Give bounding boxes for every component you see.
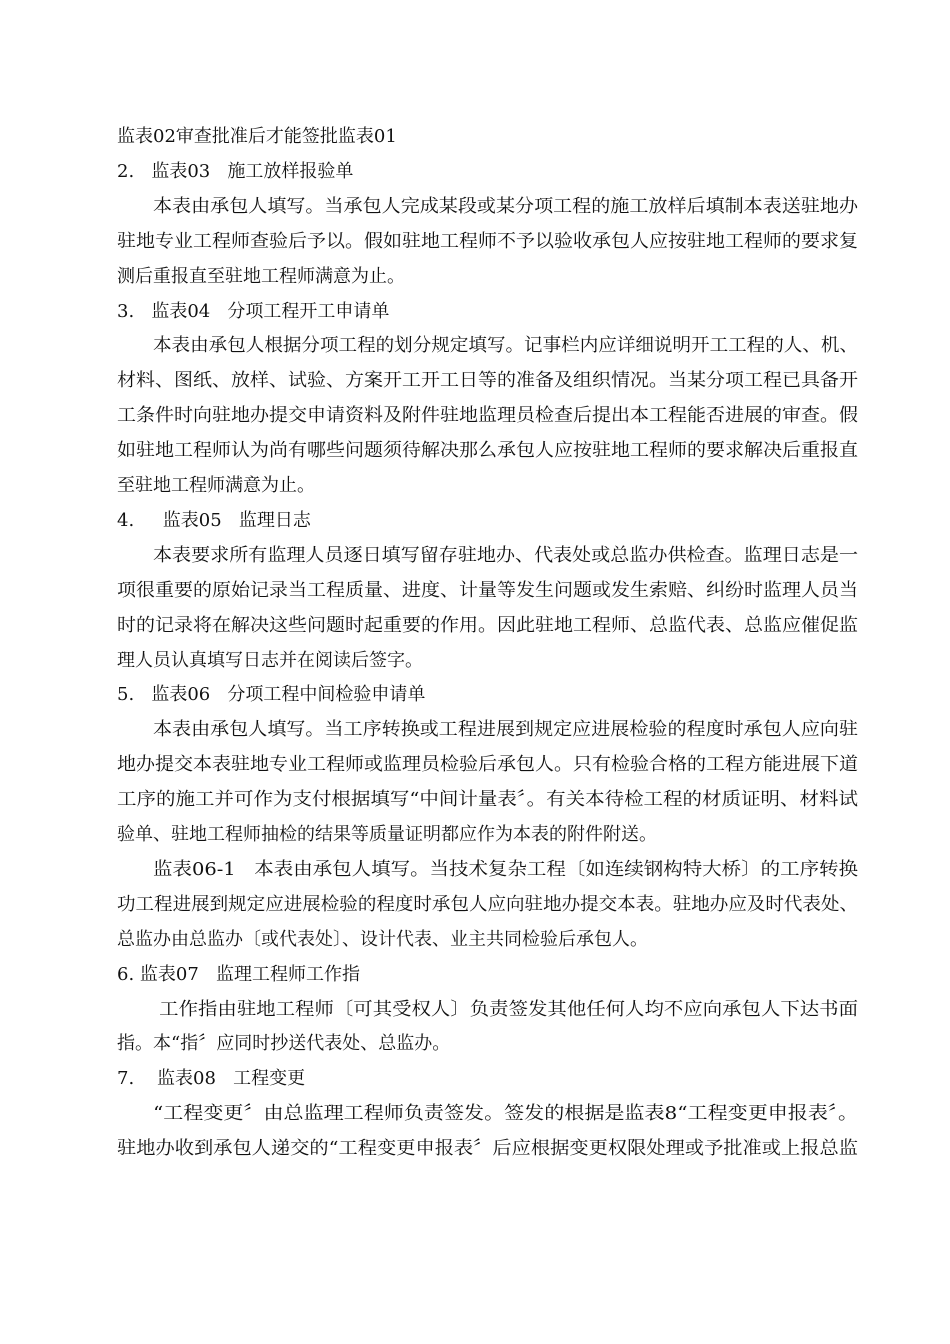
paragraph-line bbox=[0, 924, 950, 956]
line-text: 驻地专业工程师查验后予以。假如驻地工程师不予以验收承包人应按驻地工程师的要求复 bbox=[117, 230, 858, 252]
section-heading bbox=[0, 679, 950, 711]
paragraph-line bbox=[0, 226, 950, 258]
line-text: 验单、驻地工程师抽检的结果等质量证明都应作为本表的附件附送。 bbox=[117, 824, 657, 845]
section-heading bbox=[0, 1063, 950, 1095]
paragraph-line bbox=[0, 784, 950, 816]
line-text: 3. 监表04 分项工程开工申请单 bbox=[117, 300, 390, 322]
line-text: “工程变更〞由总监理工程师负责签发。签发的根据是监表8“工程变更申报表〞。 bbox=[153, 1103, 858, 1125]
section-heading bbox=[0, 505, 950, 537]
line-text: 地办提交本表驻地专业工程师或监理员检验后承包人。只有检验合格的工程方能进展下道 bbox=[117, 754, 858, 776]
paragraph-line bbox=[0, 400, 950, 432]
line-text: 本表由承包人填写。当承包人完成某段或某分项工程的施工放样后填制本表送驻地办 bbox=[153, 195, 858, 217]
line-text: 工序的施工并可作为支付根据填写“中间计量表〞。有关本待检工程的材质证明、材料试 bbox=[117, 789, 858, 811]
paragraph-line bbox=[0, 330, 950, 362]
paragraph-line bbox=[0, 435, 950, 467]
line-text: 理人员认真填写日志并在阅读后签字。 bbox=[117, 649, 423, 671]
line-text: 驻地办收到承包人递交的“工程变更申报表〞后应根据变更权限处理或予批准或上报总监 bbox=[117, 1138, 858, 1160]
paragraph-line bbox=[0, 575, 950, 607]
paragraph-line bbox=[0, 889, 950, 921]
line-text: 如驻地工程师认为尚有哪些问题须待解决那么承包人应按驻地工程师的要求解决后重报直 bbox=[117, 440, 858, 462]
paragraph-line bbox=[0, 261, 950, 293]
paragraph-line bbox=[0, 714, 950, 746]
paragraph-line bbox=[0, 365, 950, 397]
line-text: 2. 监表03 施工放样报验单 bbox=[117, 160, 354, 182]
paragraph-line bbox=[0, 121, 950, 153]
line-text: 本表要求所有监理人员逐日填写留存驻地办、代表处或总监办供检查。监理日志是一 bbox=[153, 544, 858, 566]
line-text: 监表02审查批准后才能签批监表01 bbox=[117, 126, 397, 147]
line-text: 本表由承包人填写。当工序转换或工程进展到规定应进展检验的程度时承包人应向驻 bbox=[153, 719, 858, 741]
line-text: 工作指由驻地工程师〔可其受权人〕负责签发其他任何人均不应向承包人下达书面 bbox=[153, 998, 858, 1020]
line-text: 监表06-1 本表由承包人填写。当技术复杂工程〔如连续钢构特大桥〕的工序转换 bbox=[153, 858, 858, 880]
line-text: 指。本“指〞应同时抄送代表处、总监办。 bbox=[117, 1033, 451, 1055]
line-text: 项很重要的原始记录当工程质量、进度、计量等发生问题或发生索赔、纠纷时监理人员当 bbox=[117, 579, 858, 601]
line-text: 5. 监表06 分项工程中间检验申请单 bbox=[117, 684, 426, 706]
paragraph-line bbox=[0, 191, 950, 223]
paragraph-line bbox=[0, 1028, 950, 1060]
paragraph-line bbox=[0, 540, 950, 572]
section-heading bbox=[0, 156, 950, 188]
line-text: 本表由承包人根据分项工程的划分规定填写。记事栏内应详细说明开工工程的人、机、 bbox=[153, 335, 858, 357]
line-text: 6. 监表07 监理工程师工作指 bbox=[117, 963, 360, 985]
line-text: 总监办由总监办〔或代表处〕、设计代表、业主共同检验后承包人。 bbox=[117, 928, 648, 950]
paragraph-line bbox=[0, 1098, 950, 1130]
line-text: 至驻地工程师满意为止。 bbox=[117, 475, 315, 496]
line-text: 测后重报直至驻地工程师满意为止。 bbox=[117, 265, 405, 287]
section-heading bbox=[0, 959, 950, 991]
line-text: 材料、图纸、放样、试验、方案开工开工日等的准备及组织情况。当某分项工程已具备开 bbox=[117, 370, 858, 392]
line-text: 工条件时向驻地办提交申请资料及附件驻地监理员检查后提出本工程能否进展的审查。假 bbox=[117, 405, 858, 427]
line-text: 4. 监表05 监理日志 bbox=[117, 509, 311, 531]
paragraph-line bbox=[0, 749, 950, 781]
line-text: 功工程进展到规定应进展检验的程度时承包人应向驻地办提交本表。驻地办应及时代表处、 bbox=[117, 893, 858, 915]
section-heading bbox=[0, 296, 950, 328]
line-text: 7. 监表08 工程变更 bbox=[117, 1068, 306, 1090]
paragraph-line bbox=[0, 470, 950, 502]
paragraph-line bbox=[0, 1133, 950, 1165]
line-text: 时的记录将在解决这些问题时起重要的作用。因此驻地工程师、总监代表、总监应催促监 bbox=[117, 614, 858, 636]
paragraph-line bbox=[0, 819, 950, 851]
paragraph-line bbox=[0, 994, 950, 1026]
paragraph-line bbox=[0, 854, 950, 886]
paragraph-line bbox=[0, 645, 950, 677]
paragraph-line bbox=[0, 610, 950, 642]
